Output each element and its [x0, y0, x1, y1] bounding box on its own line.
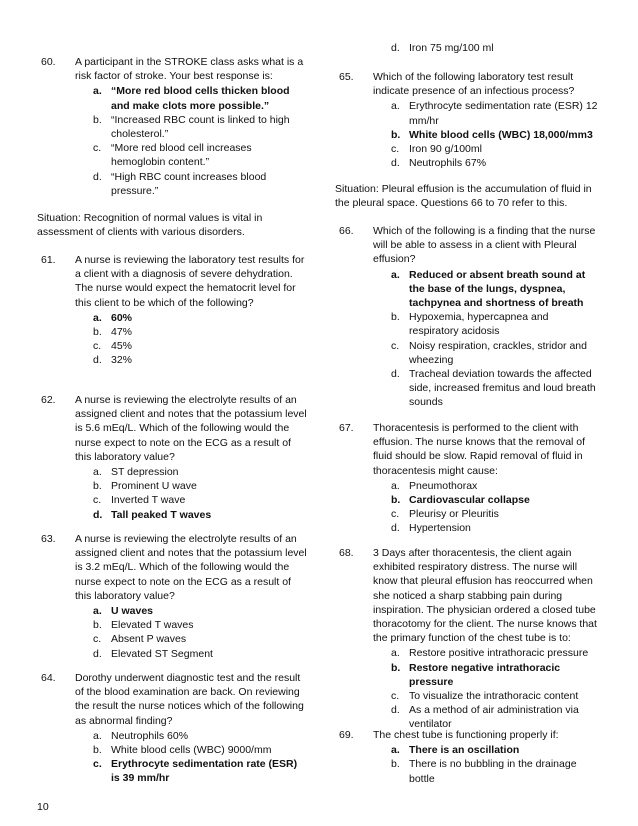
situation-text: Situation: Pleural effusion is the accumulation of fluid in the pleural space. Questions 66 to 70 refer to this.: [335, 183, 592, 210]
question-number: 65.: [339, 71, 354, 83]
answer-option: b. Hypoxemia, hypercapnea and respiratory acidosis: [391, 311, 549, 338]
question-number: 62.: [41, 394, 56, 406]
answer-options: [93, 83, 307, 198]
answer-option-correct: a. There is an oscillation: [391, 744, 520, 757]
page-number: 10: [37, 801, 49, 813]
answer-option: a. Restore positive intrathoracic pressure: [391, 647, 589, 660]
answer-option-correct: c. Erythrocyte sedimentation rate (ESR) is 39 mm/hr: [93, 758, 298, 785]
question-text: Thoracentesis is performed to the client with effusion. The nurse knows that the removal of fluid should be slow. Rapid removal of fluid in thoracentesis might cause:: [373, 422, 586, 477]
question-number: 66.: [339, 225, 354, 237]
question-66: [335, 224, 600, 410]
question-number: 64.: [41, 672, 56, 684]
question-text: 3 Days after thoracentesis, the client again exhibited respiratory distress. The nurse will know that pleural effusion has reoccurred when she noticed a sharp stabbing pain during inspiration. The physician ordered a closed tube thoracotomy for the client. The nurse knows that the primary function of the chest tube is to:: [373, 547, 597, 645]
question-text: Which of the following laboratory test result indicate presence of an infectious process?: [373, 71, 575, 98]
answer-option-correct: a. Reduced or absent breath sound at the base of the lungs, dyspnea, tachpynea and shortness of breath: [391, 268, 586, 310]
situation-text: Situation: Recognition of normal values is vital in assessment of clients with various disorders.: [37, 212, 263, 239]
answer-options: [391, 41, 600, 55]
answer-option-correct: a. 60%: [93, 311, 133, 324]
question-text: Which of the following is a finding that the nurse will be able to assess in a client with Pleural effusion?: [373, 225, 596, 266]
answer-option: c. 45%: [93, 340, 133, 353]
answer-option: c. “More red blood cell increases hemoglobin content.”: [93, 142, 252, 169]
answer-options: [93, 728, 307, 786]
question-69: [335, 728, 600, 786]
answer-options: [391, 267, 600, 410]
answer-option: b. Prominent U wave: [93, 480, 197, 493]
question-text: A nurse is reviewing the electrolyte results of an assigned client and notes that the potassium level is 3.2 mEq/L. Which of the following would the nurse expect to note on the ECG as a result of this laboratory value?: [75, 533, 307, 602]
question-text: A participant in the STROKE class asks what is a risk factor of stroke. Your best response is:: [75, 56, 304, 83]
answer-option: d. Elevated ST Segment: [93, 647, 213, 660]
answer-option-correct: a. “More red blood cells thicken blood and make clots more possible.”: [93, 85, 290, 112]
answer-options: [93, 310, 307, 368]
answer-option: b. Elevated T waves: [93, 619, 194, 632]
answer-option-correct: d. Tall peaked T waves: [93, 508, 212, 521]
question-text: Dorothy underwent diagnostic test and the result of the blood examination are back. On reviewing the result the nurse notices which of the following as abnormal finding?: [75, 672, 304, 727]
answer-option: a. ST depression: [93, 466, 179, 479]
question-text: A nurse is reviewing the electrolyte results of an assigned client and notes that the potassium level is 5.6 mEq/L. Which of the following would the nurse expect to note on the ECG as a result of this laboratory value?: [75, 394, 307, 463]
answer-option: b. There is no bubbling in the drainage bottle: [391, 758, 577, 785]
question-65: [335, 70, 600, 170]
question-64-continued: [335, 41, 600, 55]
question-64: [37, 671, 307, 786]
question-68: [335, 546, 600, 732]
answer-option-correct: b. Restore negative intrathoracic pressure: [391, 661, 561, 688]
answer-options: [391, 98, 600, 170]
answer-option: c. Absent P waves: [93, 633, 187, 646]
question-61: [37, 253, 307, 368]
answer-options: [391, 742, 600, 786]
answer-option: a. Neutrophils 60%: [93, 729, 189, 742]
answer-option-correct: b. White blood cells (WBC) 18,000/mm3: [391, 128, 593, 141]
question-number: 67.: [339, 422, 354, 434]
answer-option: b. White blood cells (WBC) 9000/mm: [93, 744, 272, 757]
answer-option-correct: b. Cardiovascular collapse: [391, 494, 530, 507]
question-67: [335, 421, 600, 536]
answer-option: d. Tracheal deviation towards the affected side, increased fremitus and loud breath sounds: [391, 368, 596, 409]
question-text: The chest tube is functioning properly if:: [373, 729, 559, 741]
answer-option-correct: a. U waves: [93, 605, 154, 618]
question-number: 69.: [339, 729, 354, 741]
question-text: A nurse is reviewing the laboratory test results for a client with a diagnosis of severe dehydration. The nurse would expect the hematocrit level for this client to be which of the following?: [75, 254, 305, 309]
question-62: [37, 393, 307, 522]
question-63: [37, 532, 307, 661]
answer-option: a. Pneumothorax: [391, 479, 478, 492]
answer-option: c. Pleurisy or Pleuritis: [391, 508, 499, 521]
question-number: 60.: [41, 56, 56, 68]
answer-option: c. Inverted T wave: [93, 494, 186, 507]
answer-option: c. Iron 90 g/100ml: [391, 143, 482, 156]
answer-options: [93, 603, 307, 661]
answer-option: c. To visualize the intrathoracic content: [391, 690, 579, 703]
answer-option: d. Iron 75 mg/100 ml: [391, 42, 494, 54]
answer-option: d. “High RBC count increases blood pressure.”: [93, 170, 267, 197]
answer-option: a. Erythrocyte sedimentation rate (ESR) 12 mm/hr: [391, 100, 598, 127]
answer-option: d. 32%: [93, 354, 133, 367]
answer-option: d. As a method of air administration via ventilator: [391, 704, 579, 731]
answer-options: [93, 464, 307, 522]
question-number: 68.: [339, 547, 354, 559]
answer-option: b. 47%: [93, 326, 133, 339]
answer-option: d. Neutrophils 67%: [391, 157, 487, 170]
answer-option: d. Hypertension: [391, 522, 471, 535]
answer-option: b. “Increased RBC count is linked to high cholesterol.”: [93, 113, 290, 141]
question-60: [37, 55, 307, 198]
answer-options: [391, 645, 600, 731]
question-number: 61.: [41, 254, 56, 266]
answer-option: c. Noisy respiration, crackles, stridor and wheezing: [391, 339, 587, 366]
answer-options: [391, 478, 600, 536]
question-number: 63.: [41, 533, 56, 545]
